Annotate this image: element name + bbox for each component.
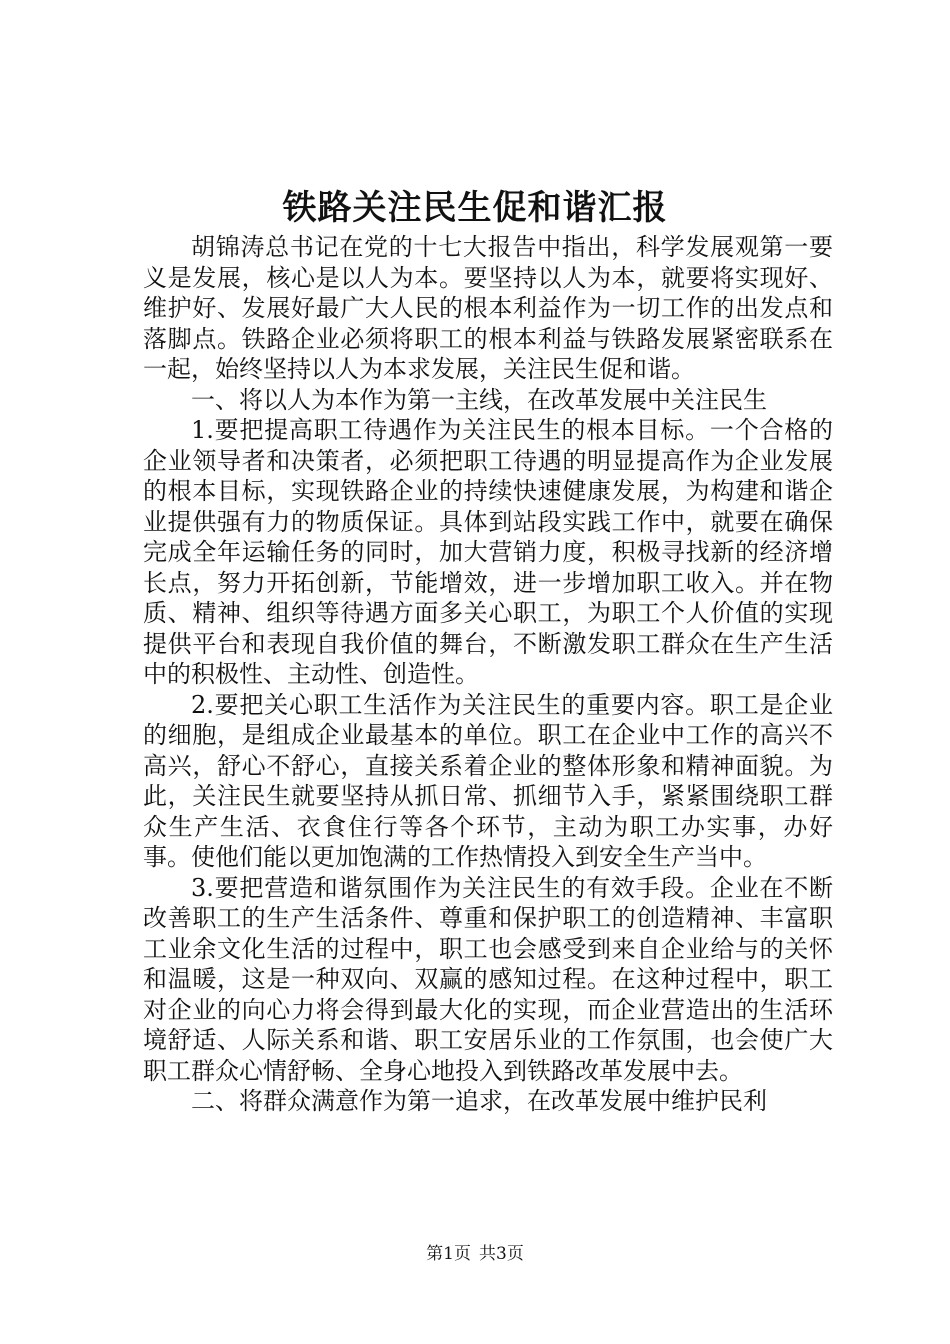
document-title: 铁路关注民生促和谐汇报 bbox=[282, 188, 668, 228]
section-heading-1: 一、将以人为本作为第一主线，在改革发展中关注民生 bbox=[191, 385, 767, 414]
document-body bbox=[143, 232, 833, 1117]
page-footer bbox=[0, 1243, 950, 1265]
section-heading-2: 二、将群众满意作为第一追求，在改革发展中维护民利 bbox=[191, 1087, 767, 1115]
paragraph-item-2: 2.要把关心职工生活作为关注民生的重要内容。职工是企业的细胞，是组成企业最基本的单位。职工在企业中工作的高兴不高兴，舒心不舒心，直接关系着企业的整体形象和精神面貌。为此，关注民生就要坚持从抓日常、抓细节入手，紧紧围绕职工群众生产生活、衣食住行等各个环节，主动为职工办实事，办好事。使他们能以更加饱满的工作热情投入到安全生产当中。 bbox=[143, 690, 833, 871]
paragraph-intro: 胡锦涛总书记在党的十七大报告中指出，科学发展观第一要义是发展，核心是以人为本。要坚持以人为本，就要将实现好、维护好、发展好最广大人民的根本利益作为一切工作的出发点和落脚点。铁路企业必须将职工的根本利益与铁路发展紧密联系在一起，始终坚持以人为本求发展，关注民生促和谐。 bbox=[143, 233, 833, 383]
paragraph-item-3: 3.要把营造和谐氛围作为关注民生的有效手段。企业在不断改善职工的生产生活条件、尊重和保护职工的创造精神、丰富职工业余文化生活的过程中，职工也会感受到来自企业给与的关怀和温暖，这是一种双向、双赢的感知过程。在这种过程中，职工对企业的向心力将会得到最大化的实现，而企业营造出的生活环境舒适、人际关系和谐、职工安居乐业的工作氛围，也会使广大职工群众心情舒畅、全身心地投入到铁路改革发展中去。 bbox=[143, 873, 833, 1085]
page-total: 共3页 bbox=[479, 1244, 524, 1264]
page-number: 第1页 bbox=[426, 1244, 471, 1264]
paragraph-item-1: 1.要把提高职工待遇作为关注民生的根本目标。一个合格的企业领导者和决策者，必须把职工待遇的明显提高作为企业发展的根本目标，实现铁路企业的持续快速健康发展，为构建和谐企业提供强有力的物质保证。具体到站段实践工作中，就要在确保完成全年运输任务的同时，加大营销力度，积极寻找新的经济增长点，努力开拓创新，节能增效，进一步增加职工收入。并在物质、精神、组织等待遇方面多关心职工，为职工个人价值的实现提供平台和表现自我价值的舞台，不断激发职工群众在生产生活中的积极性、主动性、创造性。 bbox=[143, 416, 833, 688]
